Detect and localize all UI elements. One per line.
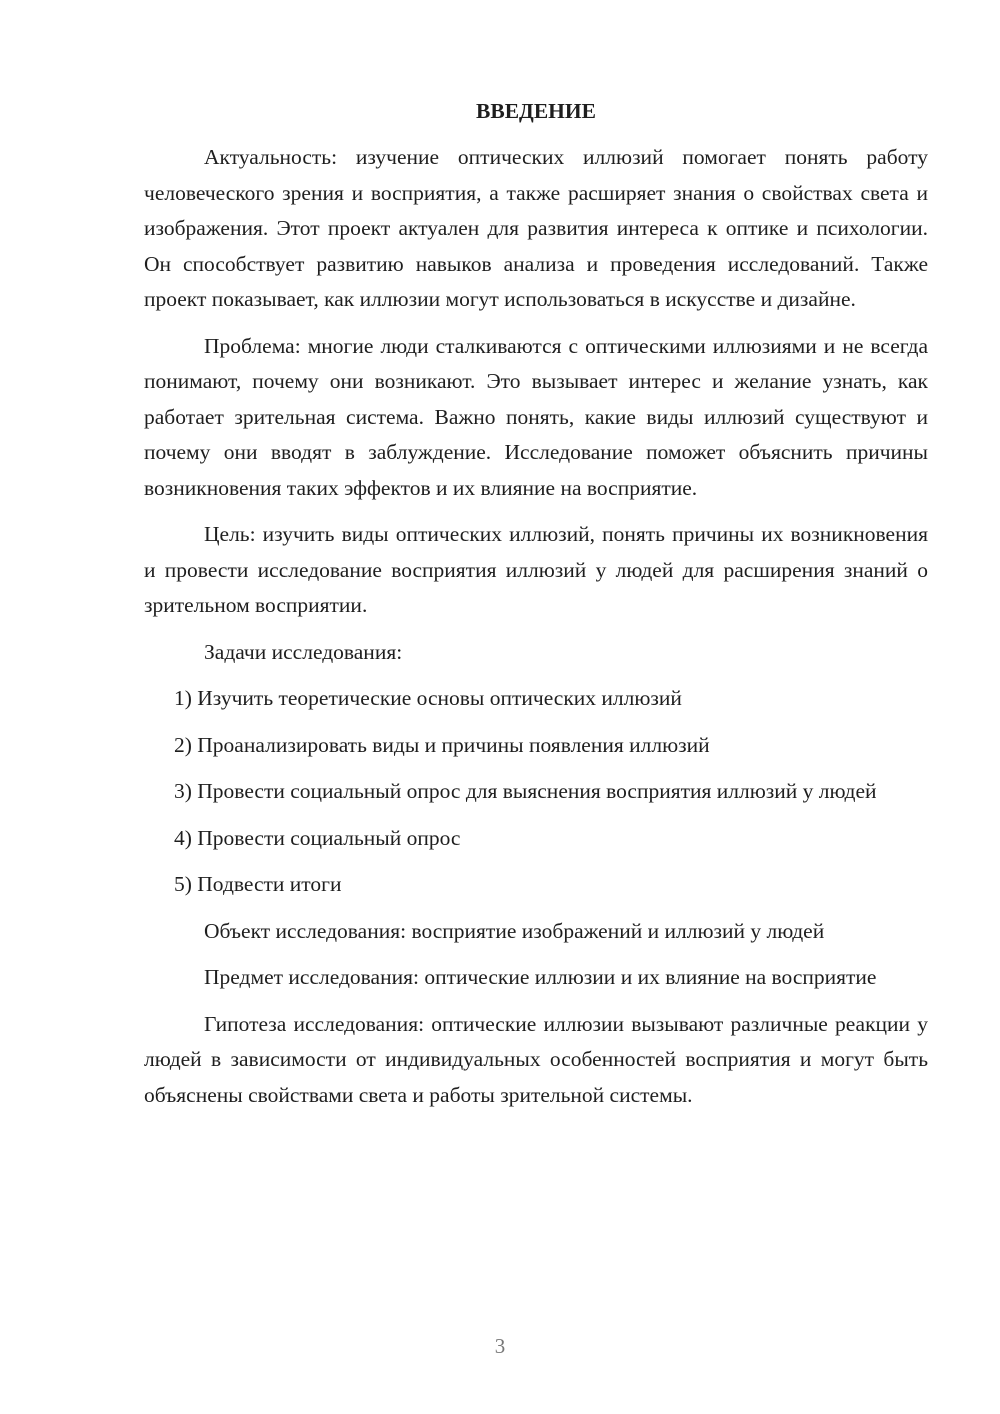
problem-paragraph: Проблема: многие люди сталкиваются с оптическими иллюзиями и не всегда понимают, почему они возникают. Это вызывает интерес и желание узнать, как работает зрительная система. Важно понять, какие виды иллюзий существуют и почему они вводят в заблуждение. Исследование поможет объяснить причины возникновения таких эффектов и их влияние на восприятие. xyxy=(144,333,928,500)
tasks-title: Задачи исследования: xyxy=(204,639,403,664)
task-item-3: 3) Провести социальный опрос для выяснения восприятия иллюзий у людей xyxy=(174,779,877,803)
task-item-2: 2) Проанализировать виды и причины появления иллюзий xyxy=(174,732,710,757)
page-body xyxy=(144,96,928,1113)
task-item-1: 1) Изучить теоретические основы оптических иллюзий xyxy=(174,686,682,710)
page-number: 3 xyxy=(494,1334,506,1358)
task-item-4: 4) Провести социальный опрос xyxy=(174,825,461,850)
subject-paragraph: Предмет исследования: оптические иллюзии и их влияние на восприятие xyxy=(204,965,877,989)
hypothesis-paragraph: Гипотеза исследования: оптические иллюзии вызывают различные реакции у людей в зависимости от индивидуальных особенностей восприятия и могут быть объяснены свойствами света и работы зрительной системы. xyxy=(144,1011,928,1107)
goal-paragraph: Цель: изучить виды оптических иллюзий, понять причины их возникновения и провести исследование восприятия иллюзий у людей для расширения знаний о зрительном восприятии. xyxy=(144,522,928,617)
relevance-paragraph: Актуальность: изучение оптических иллюзий помогает понять работу человеческого зрения и восприятия, а также расширяет знания о свойствах света и изображения. Этот проект актуален для развития интереса к оптике и психологии. Он способствует развитию навыков анализа и проведения исследований. Также проект показывает, как иллюзии могут использоваться в искусстве и дизайне. xyxy=(144,145,928,311)
section-heading: ВВЕДЕНИЕ xyxy=(476,99,596,123)
object-paragraph: Объект исследования: восприятие изображений и иллюзий у людей xyxy=(204,918,825,943)
task-item-5: 5) Подвести итоги xyxy=(174,872,342,896)
